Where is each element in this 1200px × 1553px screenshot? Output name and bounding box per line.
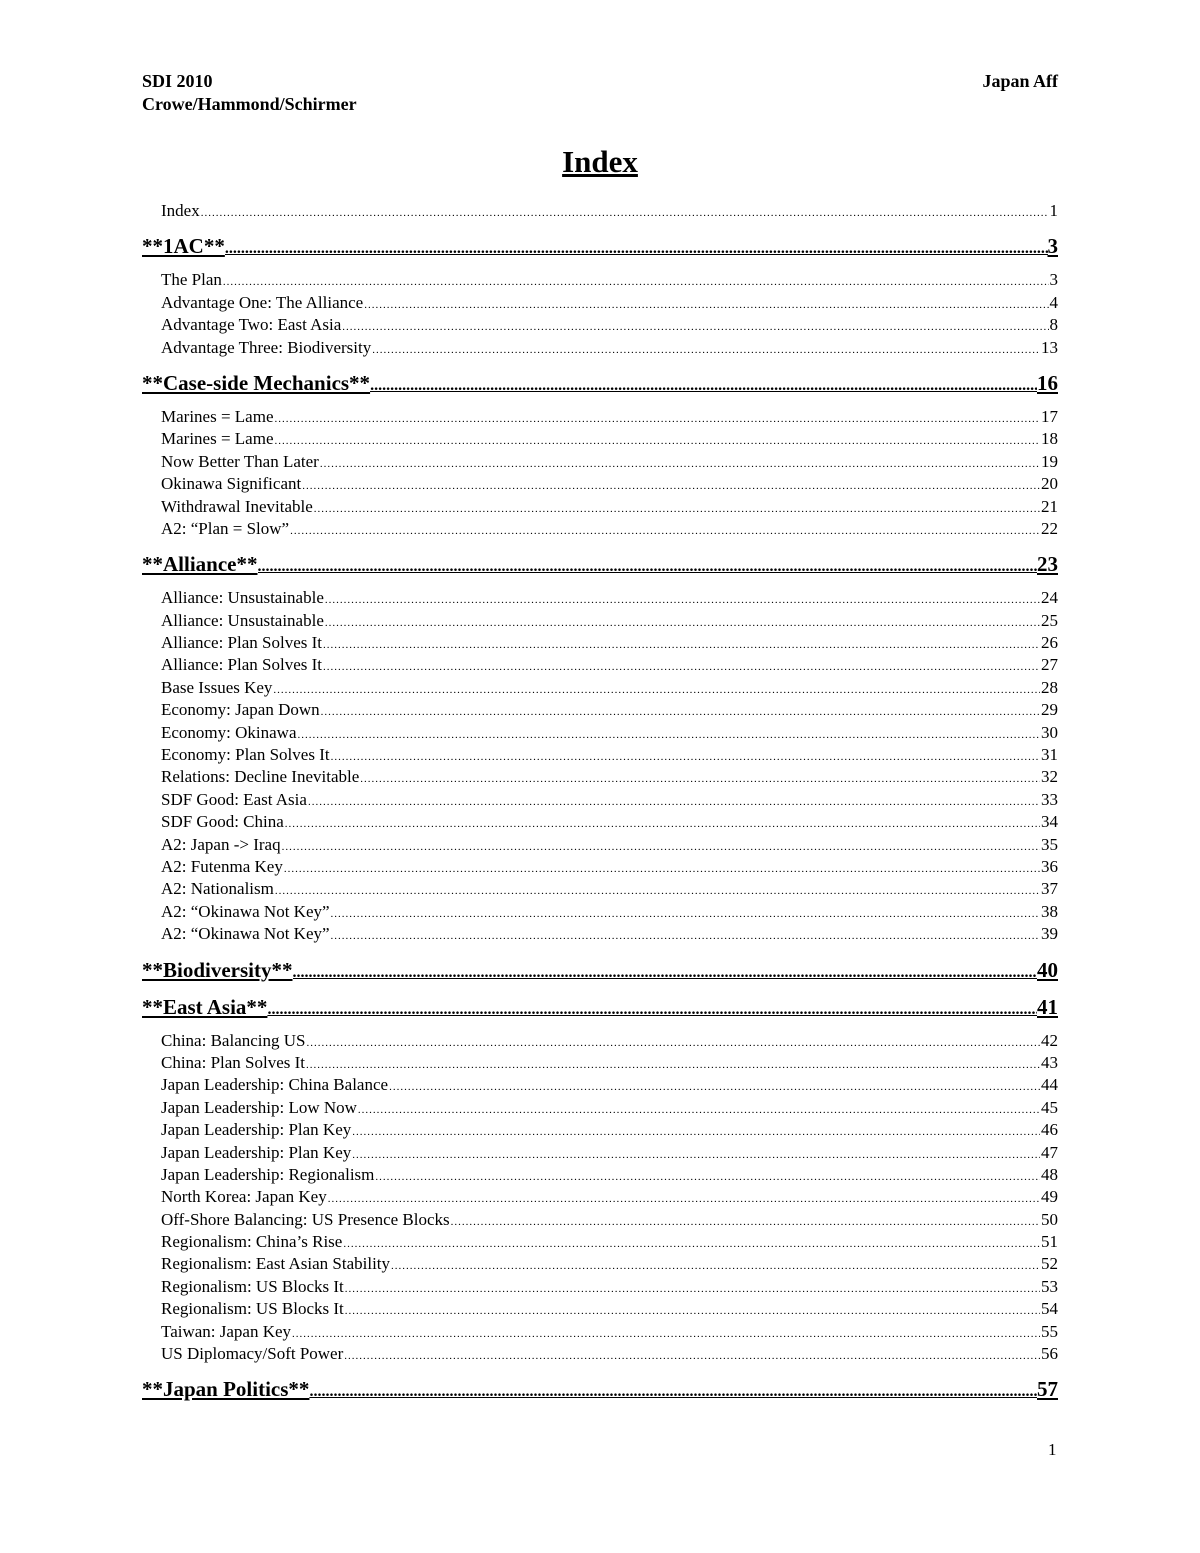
toc-page-number: 36 xyxy=(1041,856,1058,876)
toc-page-number: 22 xyxy=(1041,518,1058,538)
page-title: Index xyxy=(562,144,638,179)
toc-entry[interactable] xyxy=(142,1119,1058,1141)
toc-leader-dots xyxy=(258,554,1038,580)
toc-label: Regionalism: East Asian Stability xyxy=(161,1254,391,1274)
toc-leader-dots xyxy=(298,724,1041,746)
toc-entry[interactable] xyxy=(142,699,1058,721)
toc-label: Regionalism: US Blocks It xyxy=(161,1299,344,1319)
table-of-contents xyxy=(142,200,1058,1407)
toc-page-number: 44 xyxy=(1041,1075,1058,1095)
toc-label: Marines = Lame xyxy=(161,406,274,426)
toc-page-number: 1 xyxy=(1049,201,1058,220)
toc-label: A2: Nationalism xyxy=(161,879,274,899)
toc-entry[interactable] xyxy=(142,451,1058,473)
toc-page-number: 16 xyxy=(1037,370,1058,395)
toc-leader-dots xyxy=(451,1211,1040,1233)
toc-entry[interactable] xyxy=(142,901,1058,923)
toc-entry[interactable] xyxy=(142,1209,1058,1231)
toc-entry[interactable] xyxy=(142,428,1058,450)
toc-leader-dots xyxy=(375,1166,1040,1188)
toc-page-number: 35 xyxy=(1041,834,1058,854)
toc-entry[interactable] xyxy=(142,587,1058,609)
header-event: SDI 2010 xyxy=(142,71,213,91)
toc-label: SDF Good: China xyxy=(161,812,284,832)
toc-label: Alliance: Unsustainable xyxy=(161,610,324,630)
toc-page-number: 28 xyxy=(1041,677,1058,697)
toc-label: SDF Good: East Asia xyxy=(161,789,307,809)
toc-leader-dots xyxy=(306,1054,1040,1076)
toc-leader-dots xyxy=(275,408,1041,430)
toc-page-number: 45 xyxy=(1041,1097,1058,1117)
toc-entry[interactable] xyxy=(142,811,1058,833)
toc-leader-dots xyxy=(344,1345,1040,1367)
toc-label: The Plan xyxy=(161,270,222,290)
toc-section-heading[interactable] xyxy=(142,994,1058,1020)
toc-entry[interactable] xyxy=(142,518,1058,540)
toc-label: Withdrawal Inevitable xyxy=(161,496,313,516)
header-authors: Crowe/Hammond/Schirmer xyxy=(142,94,357,114)
toc-entry[interactable] xyxy=(142,1298,1058,1320)
toc-page-number: 53 xyxy=(1041,1276,1058,1296)
toc-leader-dots xyxy=(282,836,1040,858)
toc-page-number: 17 xyxy=(1041,406,1058,426)
toc-page-number: 32 xyxy=(1041,767,1058,787)
toc-entry[interactable] xyxy=(142,610,1058,632)
toc-leader-dots xyxy=(284,858,1040,880)
toc-page-number: 47 xyxy=(1041,1142,1058,1162)
toc-page-number: 55 xyxy=(1041,1321,1058,1341)
toc-leader-dots xyxy=(309,1379,1037,1405)
toc-entry[interactable] xyxy=(142,1186,1058,1208)
toc-entry[interactable] xyxy=(142,496,1058,518)
toc-label: Marines = Lame xyxy=(161,429,274,449)
toc-leader-dots xyxy=(293,960,1038,986)
toc-leader-dots xyxy=(314,498,1040,520)
toc-page-number: 52 xyxy=(1041,1254,1058,1274)
toc-label: Taiwan: Japan Key xyxy=(161,1321,292,1341)
toc-label: **1AC** xyxy=(142,234,225,259)
toc-entry[interactable] xyxy=(142,1343,1058,1365)
toc-entry[interactable] xyxy=(142,1231,1058,1253)
toc-entry[interactable] xyxy=(142,1097,1058,1119)
toc-entry[interactable] xyxy=(142,337,1058,359)
toc-label: Base Issues Key xyxy=(161,677,273,697)
toc-label: Economy: Okinawa xyxy=(161,722,297,742)
toc-page-number: 41 xyxy=(1037,994,1058,1019)
toc-leader-dots xyxy=(321,701,1040,723)
toc-page-number: 43 xyxy=(1041,1052,1058,1072)
toc-entry[interactable] xyxy=(142,269,1058,291)
toc-page-number: 30 xyxy=(1041,722,1058,742)
toc-entry[interactable] xyxy=(142,1321,1058,1343)
toc-leader-dots xyxy=(364,294,1048,316)
toc-page-number: 21 xyxy=(1041,496,1058,516)
toc-label: Alliance: Plan Solves It xyxy=(161,655,323,675)
toc-label: **Biodiversity** xyxy=(142,957,293,982)
toc-label: China: Plan Solves It xyxy=(161,1052,306,1072)
toc-page-number: 25 xyxy=(1041,610,1058,630)
toc-label: Relations: Decline Inevitable xyxy=(161,767,360,787)
toc-leader-dots xyxy=(342,316,1048,338)
toc-label: A2: “Okinawa Not Key” xyxy=(161,924,330,944)
toc-page-number: 42 xyxy=(1041,1030,1058,1050)
toc-section-heading[interactable] xyxy=(142,233,1058,259)
toc-entry[interactable] xyxy=(142,406,1058,428)
toc-label: A2: “Plan = Slow” xyxy=(161,518,290,538)
toc-leader-dots xyxy=(389,1076,1040,1098)
toc-page-number: 46 xyxy=(1041,1120,1058,1140)
toc-entry[interactable] xyxy=(142,722,1058,744)
toc-leader-dots xyxy=(320,453,1040,475)
toc-section-heading[interactable] xyxy=(142,957,1058,983)
toc-leader-dots xyxy=(345,1300,1040,1322)
toc-label: A2: “Okinawa Not Key” xyxy=(161,901,330,921)
toc-leader-dots xyxy=(273,679,1040,701)
toc-label: Japan Leadership: Plan Key xyxy=(161,1142,352,1162)
toc-leader-dots xyxy=(323,656,1040,678)
toc-leader-dots xyxy=(370,373,1037,399)
toc-label: Off-Shore Balancing: US Presence Blocks xyxy=(161,1209,450,1229)
toc-entry[interactable] xyxy=(142,1164,1058,1186)
toc-label: Japan Leadership: Regionalism xyxy=(161,1164,375,1184)
toc-leader-dots xyxy=(352,1144,1040,1166)
toc-leader-dots xyxy=(328,1188,1040,1210)
toc-leader-dots xyxy=(358,1099,1040,1121)
toc-entry[interactable] xyxy=(142,1074,1058,1096)
toc-page-number: 20 xyxy=(1041,474,1058,494)
header-file-title: Japan Aff xyxy=(982,71,1058,91)
toc-leader-dots xyxy=(306,1032,1040,1054)
toc-page-number: 4 xyxy=(1049,292,1058,312)
toc-entry[interactable] xyxy=(142,473,1058,495)
toc-leader-dots xyxy=(201,202,1049,224)
toc-page-number: 50 xyxy=(1041,1209,1058,1229)
toc-page-number: 24 xyxy=(1041,588,1058,608)
toc-leader-dots xyxy=(331,925,1040,947)
toc-label: **Alliance** xyxy=(142,552,258,577)
toc-leader-dots xyxy=(345,1278,1040,1300)
toc-leader-dots xyxy=(331,903,1040,925)
toc-page-number: 8 xyxy=(1049,315,1058,335)
toc-page-number: 40 xyxy=(1037,957,1058,982)
toc-page-number: 3 xyxy=(1049,270,1058,290)
toc-page-number: 39 xyxy=(1041,924,1058,944)
toc-leader-dots xyxy=(372,339,1040,361)
toc-leader-dots xyxy=(223,271,1049,293)
toc-label: Advantage Three: Biodiversity xyxy=(161,337,372,357)
toc-entry[interactable] xyxy=(142,292,1058,314)
toc-page-number: 3 xyxy=(1047,234,1058,259)
toc-leader-dots xyxy=(352,1121,1040,1143)
toc-leader-dots xyxy=(302,475,1040,497)
toc-page-number: 57 xyxy=(1037,1377,1058,1402)
toc-leader-dots xyxy=(343,1233,1040,1255)
toc-label: Japan Leadership: China Balance xyxy=(161,1075,389,1095)
toc-entry[interactable] xyxy=(142,856,1058,878)
toc-label: Alliance: Unsustainable xyxy=(161,588,324,608)
toc-leader-dots xyxy=(325,589,1040,611)
toc-section-heading[interactable] xyxy=(142,370,1058,396)
toc-leader-dots xyxy=(360,768,1040,790)
toc-label: Economy: Japan Down xyxy=(161,700,320,720)
toc-label: North Korea: Japan Key xyxy=(161,1187,327,1207)
toc-leader-dots xyxy=(290,520,1040,542)
toc-page-number: 26 xyxy=(1041,633,1058,653)
footer-page-number: 1 xyxy=(1048,1440,1057,1459)
toc-page-number: 13 xyxy=(1041,337,1058,357)
toc-entry[interactable] xyxy=(142,1253,1058,1275)
toc-page-number: 51 xyxy=(1041,1232,1058,1252)
toc-entry[interactable] xyxy=(142,923,1058,945)
toc-section-heading[interactable] xyxy=(142,551,1058,577)
toc-leader-dots xyxy=(285,813,1040,835)
toc-label: Alliance: Plan Solves It xyxy=(161,633,323,653)
toc-label: Economy: Plan Solves It xyxy=(161,745,330,765)
toc-page-number: 54 xyxy=(1041,1299,1058,1319)
toc-label: Japan Leadership: Plan Key xyxy=(161,1120,352,1140)
toc-leader-dots xyxy=(325,612,1040,634)
toc-leader-dots xyxy=(391,1255,1040,1277)
toc-entry[interactable] xyxy=(142,654,1058,676)
toc-page-number: 33 xyxy=(1041,789,1058,809)
toc-page-number: 27 xyxy=(1041,655,1058,675)
toc-entry[interactable] xyxy=(142,744,1058,766)
toc-entry[interactable] xyxy=(142,200,1058,222)
toc-entry[interactable] xyxy=(142,677,1058,699)
toc-entry[interactable] xyxy=(142,766,1058,788)
toc-label: Advantage Two: East Asia xyxy=(161,315,342,335)
toc-page-number: 48 xyxy=(1041,1164,1058,1184)
toc-leader-dots xyxy=(308,791,1040,813)
toc-label: China: Balancing US xyxy=(161,1030,306,1050)
toc-entry[interactable] xyxy=(142,314,1058,336)
toc-entry[interactable] xyxy=(142,1030,1058,1052)
toc-entry[interactable] xyxy=(142,1276,1058,1298)
toc-label: Okinawa Significant xyxy=(161,474,302,494)
toc-label: Regionalism: China’s Rise xyxy=(161,1232,343,1252)
toc-leader-dots xyxy=(331,746,1040,768)
toc-entry[interactable] xyxy=(142,1052,1058,1074)
toc-entry[interactable] xyxy=(142,632,1058,654)
toc-page-number: 29 xyxy=(1041,700,1058,720)
toc-label: US Diplomacy/Soft Power xyxy=(161,1344,344,1364)
toc-page-number: 49 xyxy=(1041,1187,1058,1207)
toc-page-number: 34 xyxy=(1041,812,1058,832)
toc-page-number: 38 xyxy=(1041,901,1058,921)
toc-leader-dots xyxy=(225,236,1048,262)
toc-page-number: 56 xyxy=(1041,1344,1058,1364)
toc-leader-dots xyxy=(275,430,1041,452)
toc-leader-dots xyxy=(275,880,1040,902)
toc-label: Now Better Than Later xyxy=(161,451,319,471)
toc-leader-dots xyxy=(323,634,1040,656)
toc-leader-dots xyxy=(267,997,1037,1023)
toc-label: Advantage One: The Alliance xyxy=(161,292,364,312)
toc-label: Japan Leadership: Low Now xyxy=(161,1097,357,1117)
toc-label: Index xyxy=(161,201,200,220)
toc-entry[interactable] xyxy=(142,834,1058,856)
toc-page-number: 23 xyxy=(1037,552,1058,577)
toc-entry[interactable] xyxy=(142,789,1058,811)
toc-section-heading[interactable] xyxy=(142,1376,1058,1402)
toc-label: A2: Japan -> Iraq xyxy=(161,834,281,854)
toc-page-number: 18 xyxy=(1041,429,1058,449)
toc-page-number: 31 xyxy=(1041,745,1058,765)
toc-page-number: 19 xyxy=(1041,451,1058,471)
toc-entry[interactable] xyxy=(142,878,1058,900)
toc-entry[interactable] xyxy=(142,1142,1058,1164)
toc-label: A2: Futenma Key xyxy=(161,856,283,876)
toc-label: **Case-side Mechanics** xyxy=(142,370,371,395)
toc-label: **Japan Politics** xyxy=(142,1377,310,1402)
toc-label: **East Asia** xyxy=(142,994,268,1019)
toc-label: Regionalism: US Blocks It xyxy=(161,1276,344,1296)
toc-leader-dots xyxy=(292,1323,1040,1345)
toc-page-number: 37 xyxy=(1041,879,1058,899)
